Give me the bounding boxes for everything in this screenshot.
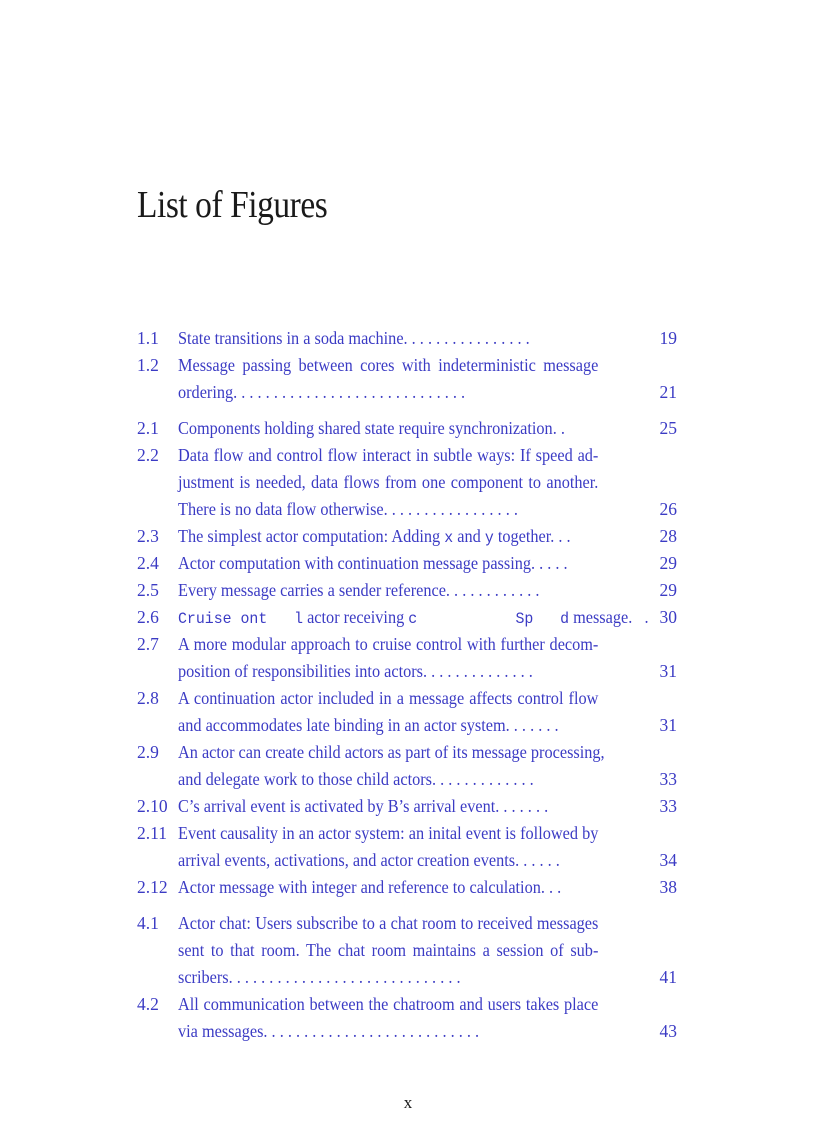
figure-caption: sent to that room. The chat room maintains a session of sub- (178, 940, 599, 960)
figure-number: 1.1 (137, 328, 159, 348)
caption-text: message. . (569, 607, 649, 627)
figure-entry-2-5[interactable] (137, 577, 677, 604)
figure-caption: arrival events, activations, and actor creation events. . . . . . (178, 850, 560, 870)
figure-number: 2.7 (137, 634, 159, 654)
figure-page: 31 (659, 715, 677, 735)
figure-entry-2-12[interactable] (137, 874, 677, 901)
figure-page: 33 (659, 796, 677, 816)
figure-caption: Components holding shared state require synchronization. . (178, 418, 565, 438)
figure-caption: and accommodates late binding in an actor system. . . . . . . (178, 715, 559, 735)
figure-entry-2-3[interactable] (137, 523, 677, 550)
figure-caption: A more modular approach to cruise control with further decom- (178, 634, 599, 654)
figure-page: 25 (659, 418, 677, 438)
figure-number: 2.12 (137, 877, 168, 897)
figure-caption: All communication between the chatroom and users takes place (178, 994, 599, 1014)
figure-caption: A continuation actor included in a message affects control flow (178, 688, 599, 708)
figure-entry-2-10[interactable] (137, 793, 677, 820)
figure-page: 30 (659, 607, 677, 627)
figure-page: 43 (659, 1021, 677, 1041)
figure-caption: An actor can create child actors as part of its message processing, (178, 742, 605, 762)
figure-entry-1-1[interactable] (137, 325, 677, 352)
figure-caption: position of responsibilities into actors. . . . . . . . . . . . . . (178, 661, 533, 681)
figure-caption: There is no data flow otherwise. . . . . . . . . . . . . . . . . (178, 499, 518, 519)
figure-group-chapter-2 (137, 415, 677, 901)
figure-page: 33 (659, 769, 677, 789)
caption-text: actor receiving (303, 607, 409, 627)
figure-page: 41 (659, 967, 677, 987)
caption-text: The simplest actor computation: Adding (178, 526, 445, 546)
figure-entry-2-11[interactable] (137, 820, 677, 874)
figure-caption: C’s arrival event is activated by B’s arrival event. . . . . . . (178, 796, 549, 816)
figure-number: 2.6 (137, 607, 159, 627)
figure-page: 26 (659, 499, 677, 519)
figure-caption: Data flow and control flow interact in subtle ways: If speed ad- (178, 445, 599, 465)
figure-entry-4-2[interactable] (137, 991, 677, 1045)
figure-entry-2-2[interactable] (137, 442, 677, 523)
figure-number: 2.8 (137, 688, 159, 708)
caption-text: and (453, 526, 485, 546)
figure-page: 34 (659, 850, 677, 870)
code-change-speed: c Sp d (408, 610, 570, 628)
figure-number: 1.2 (137, 355, 159, 375)
figure-caption: and delegate work to those child actors. . . . . . . . . . . . . (178, 769, 534, 789)
figure-number: 2.2 (137, 445, 159, 465)
code-y: y (484, 529, 494, 547)
figure-caption: Message passing between cores with indeterministic message (178, 355, 599, 375)
figure-number: 2.3 (137, 526, 159, 546)
figure-number: 2.5 (137, 580, 159, 600)
figure-number: 4.2 (137, 994, 159, 1014)
figure-caption: State transitions in a soda machine. . . . . . . . . . . . . . . . (178, 328, 530, 348)
caption-text: together. . . (493, 526, 571, 546)
figure-entry-2-1[interactable] (137, 415, 677, 442)
figure-group-chapter-1 (137, 325, 677, 406)
figure-entry-2-7[interactable] (137, 631, 677, 685)
figure-caption (178, 523, 598, 552)
figure-caption: via messages. . . . . . . . . . . . . . . . . . . . . . . . . . . (178, 1021, 480, 1041)
figure-caption: Actor chat: Users subscribe to a chat room to received messages (178, 913, 599, 933)
figure-caption: scribers. . . . . . . . . . . . . . . . . . . . . . . . . . . . . (178, 967, 461, 987)
figure-page: 29 (659, 553, 677, 573)
figure-caption: Actor computation with continuation message passing. . . . . (178, 553, 568, 573)
figure-number: 2.10 (137, 796, 168, 816)
figure-caption (178, 604, 649, 633)
figure-number: 4.1 (137, 913, 159, 933)
figure-group-chapter-4 (137, 910, 677, 1045)
list-of-figures (137, 325, 677, 1045)
figure-caption: Every message carries a sender reference. . . . . . . . . . . . (178, 580, 540, 600)
figure-entry-2-8[interactable] (137, 685, 677, 739)
figure-entry-2-9[interactable] (137, 739, 677, 793)
figure-page: 19 (659, 328, 677, 348)
figure-entry-4-1[interactable] (137, 910, 677, 991)
code-cruise-control: Cruise ont l (178, 610, 304, 628)
page-number: x (403, 1093, 413, 1112)
code-x: x (444, 529, 454, 547)
figure-page: 31 (659, 661, 677, 681)
figure-page: 38 (659, 877, 677, 897)
figure-entry-2-6[interactable] (137, 604, 677, 631)
figure-caption: justment is needed, data flows from one component to another. (178, 472, 599, 492)
figure-number: 2.11 (137, 823, 167, 843)
figure-page: 28 (659, 526, 677, 546)
figure-page: 29 (659, 580, 677, 600)
figure-number: 2.9 (137, 742, 159, 762)
figure-page: 21 (659, 382, 677, 402)
figure-number: 2.1 (137, 418, 159, 438)
page-title: List of Figures (137, 184, 328, 226)
figure-entry-2-4[interactable] (137, 550, 677, 577)
figure-number: 2.4 (137, 553, 159, 573)
figure-entry-1-2[interactable] (137, 352, 677, 406)
figure-caption: Actor message with integer and reference to calculation. . . (178, 877, 562, 897)
figure-caption: ordering. . . . . . . . . . . . . . . . . . . . . . . . . . . . . (178, 382, 466, 402)
figure-caption: Event causality in an actor system: an inital event is followed by (178, 823, 599, 843)
